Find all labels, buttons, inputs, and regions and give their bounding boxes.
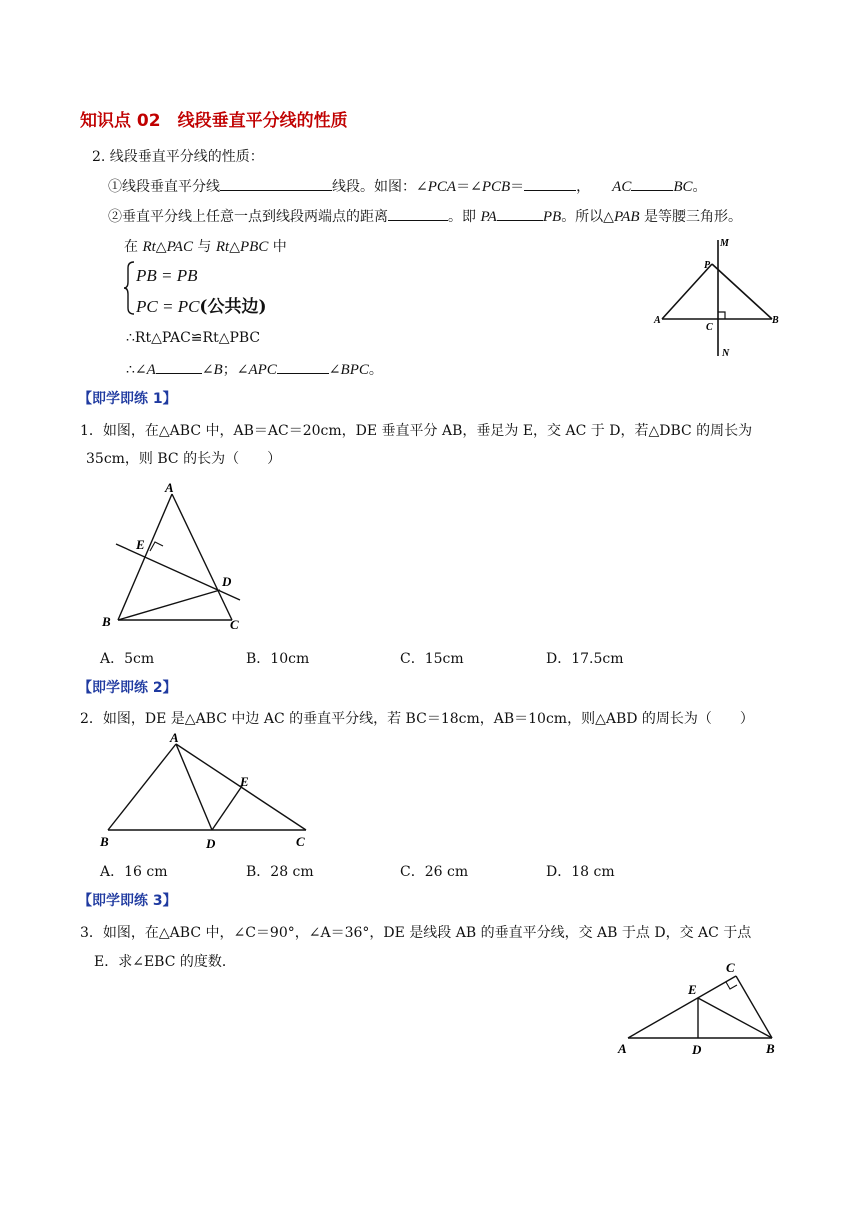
label-C: C — [230, 617, 239, 632]
answer-blank[interactable] — [156, 359, 202, 374]
practice-1-option-c[interactable]: C．15cm — [400, 651, 464, 667]
label-A: A — [654, 315, 661, 326]
proof-eq-1: PB = PB — [136, 266, 198, 285]
label-D: D — [206, 836, 216, 851]
label-B: B — [766, 1041, 775, 1056]
practice-2-option-b[interactable]: B．28 cm — [246, 864, 314, 880]
practice-1-option-b[interactable]: B．10cm — [246, 651, 310, 667]
label-N: N — [722, 348, 730, 359]
practice-1-option-d[interactable]: D．17.5cm — [546, 651, 624, 667]
practice-2-question-line-1: 2．如图，DE 是△ABC 中边 AC 的垂直平分线，若 BC＝18cm，AB＝10cm，则△ABD 的周长为（ ） — [80, 711, 754, 727]
proof-therefore-1: ∴Rt△PAC≌Rt△PBC — [126, 330, 261, 346]
proof-intro: 在 Rt△PAC 与 Rt△PBC 中 — [124, 239, 287, 255]
answer-blank[interactable] — [277, 359, 329, 374]
property-line-2: ②垂直平分线上任意一点到线段两端点的距离 。即 PA PB。所以△PAB 是等腰三角形。 — [108, 206, 742, 226]
label-D: D — [692, 1042, 702, 1057]
practice-1-question-line-1: 1．如图，在△ABC 中，AB＝AC＝20cm，DE 垂直平分 AB，垂足为 E，交 AC 于 D，若△DBC 的周长为 — [80, 423, 753, 439]
answer-blank[interactable] — [220, 176, 332, 191]
label-C: C — [726, 960, 735, 975]
label-E: E — [688, 982, 697, 997]
label-P: P — [704, 260, 711, 271]
section-title: 知识点 02 线段垂直平分线的性质 — [80, 111, 348, 131]
proof-therefore-2: ∴∠A ∠B；∠APC ∠BPC。 — [126, 359, 383, 379]
practice-3-question-line-2: E．求∠EBC 的度数． — [94, 954, 236, 970]
practice-2-triangle-figure — [96, 728, 326, 854]
practice-3-triangle-figure — [612, 956, 792, 1060]
practice-1-question-line-2: 35cm，则 BC 的长为（ ） — [86, 451, 282, 467]
label-B: B — [772, 315, 779, 326]
answer-blank[interactable] — [388, 206, 448, 221]
perpendicular-bisector-figure — [646, 234, 796, 364]
label-B: B — [100, 834, 109, 849]
label-B: B — [102, 614, 111, 629]
label-A: A — [618, 1041, 627, 1056]
practice-3-question-line-1: 3．如图，在△ABC 中，∠C＝90°，∠A＝36°，DE 是线段 AB 的垂直平分线，交 AB 于点 D，交 AC 于点 — [80, 925, 752, 941]
practice-1-option-a[interactable]: A．5cm — [100, 651, 155, 667]
proof-eq-2: PC = PC(公共边) — [136, 297, 267, 317]
label-E: E — [240, 774, 249, 789]
property-heading: 2. 线段垂直平分线的性质： — [92, 149, 264, 165]
label-D: D — [222, 574, 232, 589]
practice-2-option-d[interactable]: D．18 cm — [546, 864, 615, 880]
practice-1-triangle-figure — [98, 476, 258, 636]
proof-brace — [122, 260, 136, 320]
practice-3-label: 【即学即练 3】 — [78, 893, 177, 909]
answer-blank[interactable] — [631, 176, 673, 191]
property-line-1: ①线段垂直平分线 线段。如图：∠PCA＝∠PCB＝ ， AC BC。 — [108, 176, 707, 196]
practice-2-option-c[interactable]: C．26 cm — [400, 864, 469, 880]
answer-blank[interactable] — [497, 206, 543, 221]
label-A: A — [165, 480, 174, 495]
label-E: E — [136, 537, 145, 552]
practice-2-label: 【即学即练 2】 — [78, 680, 177, 696]
label-C: C — [706, 322, 713, 333]
label-A: A — [170, 730, 179, 745]
answer-blank[interactable] — [524, 176, 576, 191]
label-M: M — [720, 238, 729, 249]
curly-brace-icon — [122, 260, 136, 316]
label-C: C — [296, 834, 305, 849]
practice-2-option-a[interactable]: A．16 cm — [100, 864, 168, 880]
practice-1-label: 【即学即练 1】 — [78, 391, 177, 407]
